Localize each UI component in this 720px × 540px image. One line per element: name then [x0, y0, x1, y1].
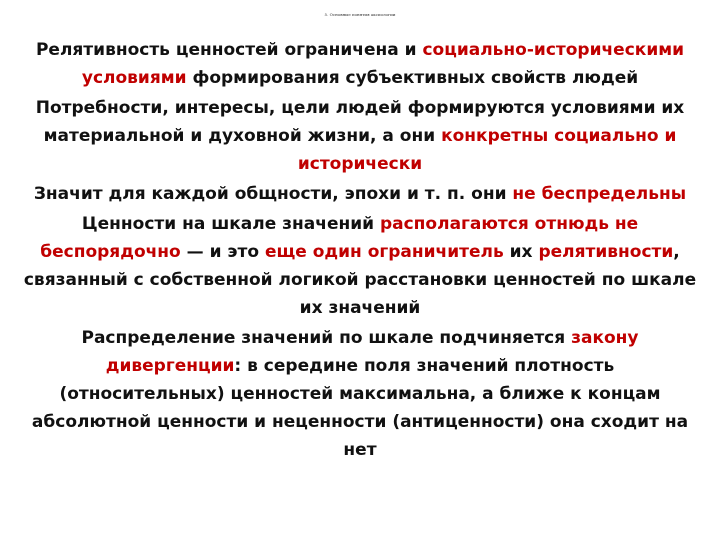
highlighted-text: еще один ограничитель — [264, 242, 504, 262]
highlighted-text: конкретны социально и исторически — [297, 126, 677, 174]
body-text: Релятивность ценностей ограничена и — [35, 40, 423, 60]
para-divergence — [22, 324, 698, 464]
body-text: формирования субъективных свойств людей — [186, 68, 639, 88]
para-community — [22, 180, 698, 208]
highlighted-text: релятивности — [538, 242, 674, 262]
highlighted-text: располагаются отнюдь не беспорядочно — [40, 214, 639, 262]
highlighted-text: социально-историческими условиями — [81, 40, 685, 88]
highlighted-text: не беспредельны — [512, 184, 687, 204]
body-text: Распределение значений по шкале подчиняется — [81, 328, 572, 348]
highlighted-text: закону дивергенции — [105, 328, 639, 376]
para-relativity — [22, 36, 698, 92]
body-text: Ценности на шкале значений — [81, 214, 380, 234]
body-text: Потребности, интересы, цели людей формируются условиями их материальной и духовной жизни, а они — [35, 98, 685, 146]
body-text: — и это — [180, 242, 265, 262]
body-text: : в середине поля значений плотность (относительных) ценностей максимальна, а ближе к концам абсолютной ценности и неценности (антиценности) она сходит на нет — [31, 356, 689, 460]
slide-header: 5. Основные понятия аксиологии — [324, 12, 396, 17]
para-scale — [22, 210, 698, 322]
body-text: их — [503, 242, 539, 262]
body-text: Значит для каждой общности, эпохи и т. п. они — [33, 184, 513, 204]
para-needs — [22, 94, 698, 178]
body-text: , связанный с собственной логикой расстановки ценностей по шкале их значений — [23, 242, 697, 318]
slide-body — [22, 36, 698, 466]
